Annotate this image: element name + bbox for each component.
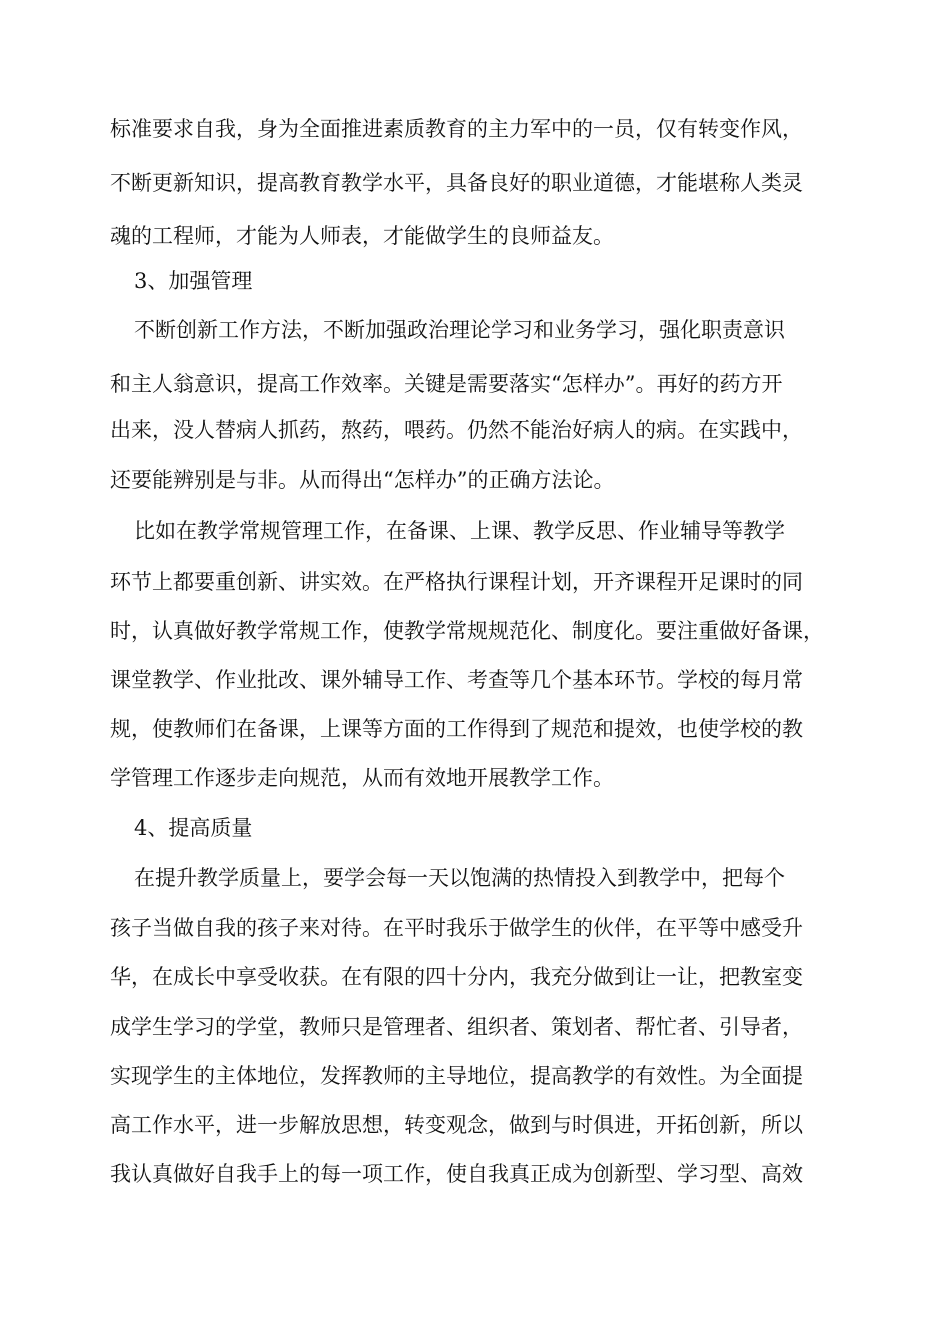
section-heading: 4、提高质量 xyxy=(134,816,253,840)
body-text-line: 课堂教学、作业批改、课外辅导工作、考查等几个基本环节。学校的每月常 xyxy=(110,668,803,692)
body-text-line: 环节上都要重创新、讲实效。在严格执行课程计划，开齐课程开足课时的同 xyxy=(110,570,803,594)
body-text-line: 时，认真做好教学常规工作，使教学常规规范化、制度化。要注重做好备课， xyxy=(110,619,824,643)
body-text-line: 实现学生的主体地位，发挥教师的主导地位，提高教学的有效性。为全面提 xyxy=(110,1064,803,1088)
body-text-line: 出来，没人替病人抓药，熬药，喂药。仍然不能治好病人的病。在实践中， xyxy=(110,418,803,442)
body-text-line: 高工作水平，进一步解放思想，转变观念，做到与时俱进，开拓创新，所以 xyxy=(110,1113,803,1137)
body-text-line: 标准要求自我，身为全面推进素质教育的主力军中的一员，仅有转变作风， xyxy=(110,117,803,141)
body-text-line: 在提升教学质量上，要学会每一天以饱满的热情投入到教学中，把每个 xyxy=(134,866,785,890)
body-text-line: 比如在教学常规管理工作，在备课、上课、教学反思、作业辅导等教学 xyxy=(134,519,785,543)
body-text-line: 孩子当做自我的孩子来对待。在平时我乐于做学生的伙伴，在平等中感受升 xyxy=(110,916,803,940)
body-text-line: 还要能辨别是与非。从而得出“怎样办”的正确方法论。 xyxy=(110,468,615,492)
body-text-line: 规，使教师们在备课，上课等方面的工作得到了规范和提效，也使学校的教 xyxy=(110,717,803,741)
body-text-line: 学管理工作逐步走向规范，从而有效地开展教学工作。 xyxy=(110,766,614,790)
body-text-line: 魂的工程师，才能为人师表，才能做学生的良师益友。 xyxy=(110,224,614,248)
body-text-line: 不断创新工作方法，不断加强政治理论学习和业务学习，强化职责意识 xyxy=(134,318,785,342)
body-text-line: 和主人翁意识，提高工作效率。关键是需要落实“怎样办”。再好的药方开 xyxy=(110,372,783,396)
body-text-line: 不断更新知识，提高教育教学水平，具备良好的职业道德，才能堪称人类灵 xyxy=(110,171,803,195)
body-text-line: 成学生学习的学堂，教师只是管理者、组织者、策划者、帮忙者、引导者， xyxy=(110,1015,803,1039)
body-text-line: 我认真做好自我手上的每一项工作，使自我真正成为创新型、学习型、高效 xyxy=(110,1162,803,1186)
section-heading: 3、加强管理 xyxy=(134,269,253,293)
body-text-line: 华，在成长中享受收获。在有限的四十分内，我充分做到让一让，把教室变 xyxy=(110,965,803,989)
